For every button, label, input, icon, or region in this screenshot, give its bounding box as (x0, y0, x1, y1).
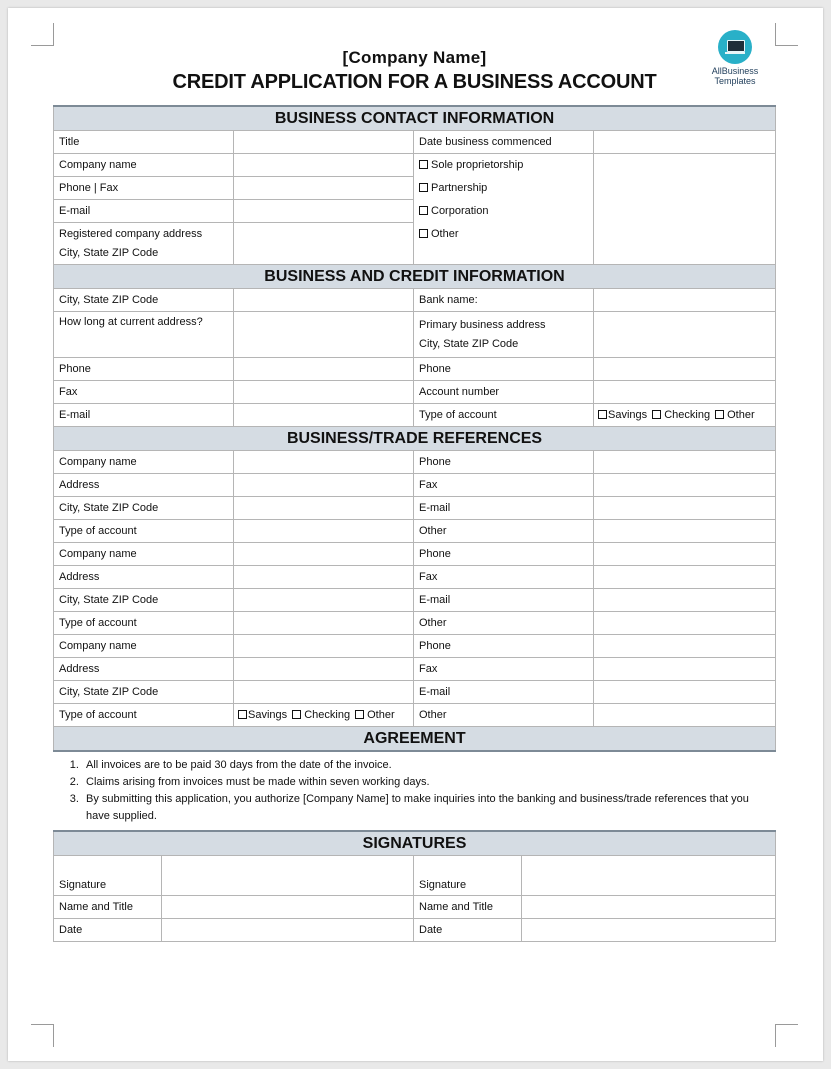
field-ref-email[interactable] (594, 681, 776, 704)
checkbox-icon[interactable] (419, 229, 428, 238)
laptop-icon (718, 30, 752, 64)
label-type-of-account: Type of account (414, 404, 594, 427)
label-ref-address: Address (54, 566, 234, 589)
label-primary-address: Primary business address City, State ZIP Code (414, 312, 594, 358)
label-phone-fax: Phone | Fax (54, 177, 234, 200)
label-registered-address: Registered company address City, State ZIP Code (54, 223, 234, 265)
checkbox-icon[interactable] (355, 710, 364, 719)
field-email[interactable] (234, 200, 414, 223)
label-phone: Phone (54, 358, 234, 381)
label-credit-email: E-mail (54, 404, 234, 427)
field-bank-name[interactable] (594, 289, 776, 312)
label-email: E-mail (54, 200, 234, 223)
checkbox-icon[interactable] (419, 183, 428, 192)
document-title: CREDIT APPLICATION FOR A BUSINESS ACCOUNT (172, 71, 657, 93)
document-page (8, 8, 823, 1061)
field-ref-other[interactable] (594, 704, 776, 727)
label-account-number: Account number (414, 381, 594, 404)
option-savings[interactable]: Savings (608, 409, 648, 421)
section-heading-references: BUSINESS/TRADE REFERENCES (54, 427, 776, 451)
field-ref-company[interactable] (234, 635, 414, 658)
label-how-long: How long at current address? (54, 312, 234, 358)
checkbox-icon[interactable] (598, 410, 607, 419)
field-phone-fax[interactable] (234, 177, 414, 200)
field-ref-address[interactable] (234, 474, 414, 497)
label-ref-phone: Phone (414, 543, 594, 566)
checkbox-icon[interactable] (419, 160, 428, 169)
label-bank-name: Bank name: (414, 289, 594, 312)
field-ref-address[interactable] (234, 658, 414, 681)
logo-text: AllBusiness Templates (711, 66, 759, 86)
label-date-2: Date (414, 919, 522, 942)
label-ref-address: Address (54, 474, 234, 497)
account-type-options (594, 404, 776, 427)
crop-mark-bottom-left (31, 1024, 54, 1047)
checkbox-icon[interactable] (652, 410, 661, 419)
credit-application-table (53, 105, 776, 752)
field-account-number[interactable] (594, 381, 776, 404)
field-ref-city[interactable] (234, 497, 414, 520)
field-ref-fax[interactable] (594, 566, 776, 589)
label-signature-2: Signature (414, 856, 522, 896)
field-date-2[interactable] (522, 919, 776, 942)
label-name-title-2: Name and Title (414, 896, 522, 919)
label-fax: Fax (54, 381, 234, 404)
field-name-title-2[interactable] (522, 896, 776, 919)
field-title[interactable] (234, 131, 414, 154)
ref-account-type-options (234, 704, 414, 727)
label-ref-fax: Fax (414, 474, 594, 497)
field-bank-phone[interactable] (594, 358, 776, 381)
checkbox-icon[interactable] (292, 710, 301, 719)
label-date: Date (54, 919, 162, 942)
label-ref-email: E-mail (414, 497, 594, 520)
option-other[interactable]: Other (727, 409, 755, 421)
label-title: Title (54, 131, 234, 154)
label-ref-company: Company name (54, 635, 234, 658)
option-savings[interactable]: Savings (248, 709, 288, 721)
field-company-name[interactable] (234, 154, 414, 177)
label-ref-city: City, State ZIP Code (54, 681, 234, 704)
option-partnership[interactable]: Partnership (419, 177, 588, 200)
label-ref-email: E-mail (414, 681, 594, 704)
label-date-commenced: Date business commenced (414, 131, 594, 154)
field-ref-city[interactable] (234, 589, 414, 612)
crop-mark-bottom-right (775, 1024, 798, 1047)
field-ref-other[interactable] (594, 612, 776, 635)
field-ref-other[interactable] (594, 520, 776, 543)
label-ref-fax: Fax (414, 566, 594, 589)
label-name-title: Name and Title (54, 896, 162, 919)
field-date-commenced[interactable] (594, 131, 776, 154)
label-ref-company: Company name (54, 543, 234, 566)
field-primary-address[interactable] (594, 312, 776, 358)
option-corporation[interactable]: Corporation (419, 200, 588, 223)
label-ref-phone: Phone (414, 635, 594, 658)
field-ref-fax[interactable] (594, 658, 776, 681)
label-ref-type: Type of account (54, 612, 234, 635)
section-heading-credit: BUSINESS AND CREDIT INFORMATION (54, 265, 776, 289)
label-ref-other: Other (414, 612, 594, 635)
field-phone[interactable] (234, 358, 414, 381)
field-fax[interactable] (234, 381, 414, 404)
field-how-long[interactable] (234, 312, 414, 358)
field-ref-phone[interactable] (594, 543, 776, 566)
option-other[interactable]: Other (419, 223, 588, 246)
entity-type-options (414, 154, 594, 265)
signatures-table (53, 830, 776, 942)
field-ref-company[interactable] (234, 543, 414, 566)
agreement-item: 3. By submitting this application, you authorize [Company Name] to make inquiries into the banking and business/trade references that you have supplied. (82, 791, 773, 825)
field-name-title[interactable] (162, 896, 414, 919)
label-bank-phone: Phone (414, 358, 594, 381)
label-ref-email: E-mail (414, 589, 594, 612)
label-ref-city: City, State ZIP Code (54, 497, 234, 520)
field-date[interactable] (162, 919, 414, 942)
label-ref-phone: Phone (414, 451, 594, 474)
field-ref-type[interactable] (234, 520, 414, 543)
field-ref-company[interactable] (234, 451, 414, 474)
label-city-state-zip: City, State ZIP Code (54, 289, 234, 312)
allbusiness-logo (700, 30, 770, 86)
option-sole-proprietorship[interactable]: Sole proprietorship (419, 154, 588, 177)
field-registered-address[interactable] (234, 223, 414, 265)
agreement-item: 1. All invoices are to be paid 30 days from the date of the invoice. (82, 757, 773, 774)
label-ref-other: Other (414, 520, 594, 543)
section-heading-signatures: SIGNATURES (54, 831, 776, 856)
option-checking[interactable]: Checking (664, 409, 711, 421)
section-heading-contact: BUSINESS CONTACT INFORMATION (54, 106, 776, 131)
field-credit-email[interactable] (234, 404, 414, 427)
label-company-name: Company name (54, 154, 234, 177)
section-heading-agreement: AGREEMENT (54, 727, 776, 752)
field-city-state-zip[interactable] (234, 289, 414, 312)
label-ref-fax: Fax (414, 658, 594, 681)
field-ref-email[interactable] (594, 497, 776, 520)
label-ref-city: City, State ZIP Code (54, 589, 234, 612)
label-ref-other: Other (414, 704, 594, 727)
checkbox-icon[interactable] (238, 710, 247, 719)
crop-mark-top-right (775, 23, 798, 46)
crop-mark-top-left (31, 23, 54, 46)
label-ref-company: Company name (54, 451, 234, 474)
label-ref-address: Address (54, 658, 234, 681)
field-signature[interactable] (162, 856, 414, 896)
field-ref-phone[interactable] (594, 635, 776, 658)
field-entity-type[interactable] (594, 154, 776, 265)
label-ref-type: Type of account (54, 704, 234, 727)
agreement-item: 2. Claims arising from invoices must be made within seven working days. (82, 774, 773, 791)
field-ref-address[interactable] (234, 566, 414, 589)
checkbox-icon[interactable] (419, 206, 428, 215)
checkbox-icon[interactable] (715, 410, 724, 419)
company-name-heading: [Company Name] (342, 48, 487, 67)
label-signature: Signature (54, 856, 162, 896)
field-signature-2[interactable] (522, 856, 776, 896)
field-ref-city[interactable] (234, 681, 414, 704)
field-ref-fax[interactable] (594, 474, 776, 497)
field-ref-phone[interactable] (594, 451, 776, 474)
option-checking[interactable]: Checking (304, 709, 351, 721)
field-ref-type[interactable] (234, 612, 414, 635)
option-other[interactable]: Other (367, 709, 395, 721)
label-ref-type: Type of account (54, 520, 234, 543)
field-ref-email[interactable] (594, 589, 776, 612)
agreement-terms (53, 757, 773, 825)
